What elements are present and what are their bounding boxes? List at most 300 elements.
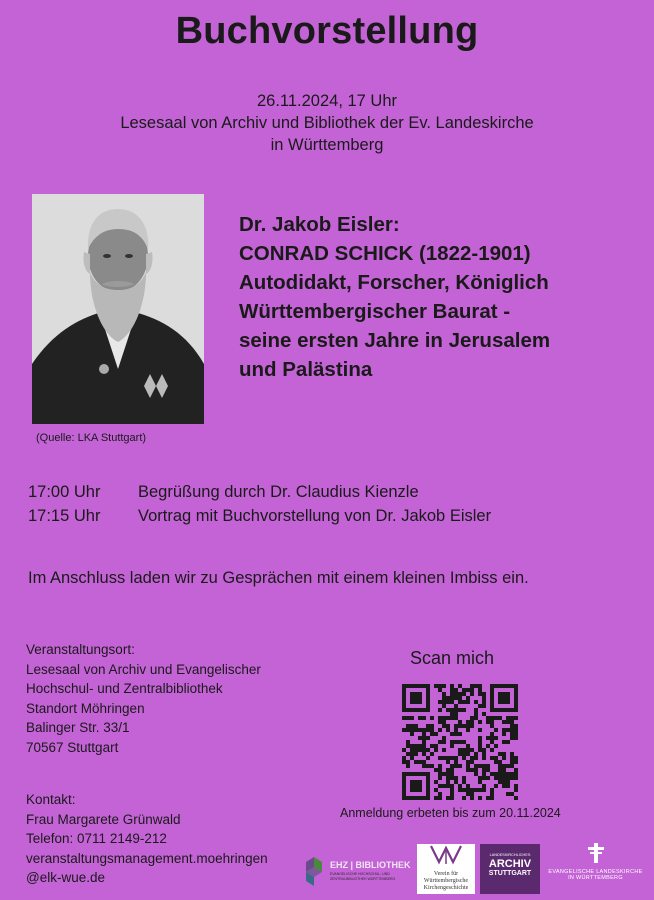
- verein-kirchengeschichte-logo: [417, 844, 475, 894]
- qr-module: [418, 780, 422, 784]
- qr-module: [454, 764, 458, 768]
- qr-module: [446, 716, 450, 720]
- qr-module: [486, 796, 490, 800]
- qr-module: [502, 684, 506, 688]
- qr-module: [514, 704, 518, 708]
- qr-module: [474, 708, 478, 712]
- qr-module: [462, 724, 466, 728]
- qr-module: [514, 756, 518, 760]
- qr-module: [462, 788, 466, 792]
- qr-module: [406, 760, 410, 764]
- qr-module: [450, 716, 454, 720]
- qr-module: [490, 716, 494, 720]
- qr-module: [426, 764, 430, 768]
- qr-module: [514, 776, 518, 780]
- qr-module: [510, 728, 514, 732]
- qr-module: [506, 708, 510, 712]
- qr-module: [482, 768, 486, 772]
- landeskirche-line: EVANGELISCHE LANDESKIRCHE: [548, 869, 643, 875]
- qr-module: [450, 692, 454, 696]
- qr-module: [454, 760, 458, 764]
- qr-module: [458, 684, 462, 688]
- qr-module: [514, 728, 518, 732]
- qr-module: [466, 768, 470, 772]
- talk-line: Württembergischer Baurat -: [239, 300, 511, 323]
- qr-module: [454, 740, 458, 744]
- verein-line: Württembergische: [423, 878, 469, 884]
- qr-module: [458, 752, 462, 756]
- qr-module: [502, 720, 506, 724]
- qr-module: [514, 772, 518, 776]
- qr-module: [422, 752, 426, 756]
- qr-module: [510, 760, 514, 764]
- contact-phone[interactable]: Telefon: 0711 2149-212: [26, 831, 167, 846]
- qr-module: [422, 772, 426, 776]
- qr-module: [450, 776, 454, 780]
- qr-module: [474, 768, 478, 772]
- qr-module: [402, 696, 406, 700]
- qr-module: [462, 740, 466, 744]
- qr-module: [466, 760, 470, 764]
- qr-module: [410, 724, 414, 728]
- contact-email[interactable]: veranstaltungsmanagement.moehringen: [26, 850, 268, 866]
- qr-module: [450, 732, 454, 736]
- qr-module: [422, 684, 426, 688]
- qr-module: [402, 788, 406, 792]
- archiv-stuttgart-logo: [480, 844, 540, 894]
- qr-module: [438, 764, 442, 768]
- qr-module: [414, 728, 418, 732]
- qr-module: [410, 788, 414, 792]
- qr-module: [474, 712, 478, 716]
- qr-module: [430, 728, 434, 732]
- qr-module: [450, 792, 454, 796]
- qr-module: [406, 796, 410, 800]
- qr-module: [426, 704, 430, 708]
- qr-module: [506, 740, 510, 744]
- qr-code[interactable]: [402, 684, 518, 800]
- qr-module: [498, 752, 502, 756]
- qr-module: [474, 764, 478, 768]
- qr-module: [494, 784, 498, 788]
- qr-module: [442, 720, 446, 724]
- qr-module: [458, 740, 462, 744]
- qr-module: [426, 792, 430, 796]
- qr-module: [422, 796, 426, 800]
- qr-module: [490, 788, 494, 792]
- qr-module: [514, 692, 518, 696]
- qr-module: [446, 700, 450, 704]
- qr-module: [454, 732, 458, 736]
- qr-module: [514, 700, 518, 704]
- qr-module: [470, 760, 474, 764]
- talk-line: und Palästina: [239, 358, 373, 381]
- qr-module: [514, 724, 518, 728]
- qr-module: [494, 756, 498, 760]
- qr-module: [510, 792, 514, 796]
- qr-module: [450, 772, 454, 776]
- portrait-photo: [32, 194, 204, 424]
- qr-module: [446, 776, 450, 780]
- ehz-mark: EHZ: [330, 860, 348, 870]
- contact-line: Frau Margarete Grünwald: [26, 811, 181, 827]
- qr-module: [490, 748, 494, 752]
- qr-module: [442, 740, 446, 744]
- qr-module: [506, 700, 510, 704]
- qr-module: [430, 744, 434, 748]
- qr-module: [514, 788, 518, 792]
- qr-module: [510, 720, 514, 724]
- qr-module: [510, 684, 514, 688]
- qr-module: [478, 796, 482, 800]
- qr-module: [506, 720, 510, 724]
- qr-module: [434, 780, 438, 784]
- qr-module: [454, 692, 458, 696]
- qr-module: [502, 764, 506, 768]
- contact-block: [26, 790, 268, 888]
- qr-module: [486, 716, 490, 720]
- qr-module: [498, 760, 502, 764]
- qr-module: [490, 692, 494, 696]
- event-info: [0, 90, 654, 156]
- qr-module: [418, 748, 422, 752]
- qr-module: [486, 744, 490, 748]
- qr-module: [442, 724, 446, 728]
- program-schedule: [28, 480, 491, 528]
- qr-module: [414, 744, 418, 748]
- qr-module: [486, 768, 490, 772]
- qr-module: [514, 684, 518, 688]
- qr-module: [482, 700, 486, 704]
- qr-module: [482, 696, 486, 700]
- ehz-name: BIBLIOTHEK: [355, 860, 411, 870]
- ehz-sub: EVANGELISCHE HOCHSCHUL- UND: [330, 872, 390, 876]
- qr-module: [466, 728, 470, 732]
- qr-module: [446, 708, 450, 712]
- qr-module: [442, 736, 446, 740]
- qr-module: [458, 692, 462, 696]
- qr-module: [402, 772, 406, 776]
- qr-module: [462, 748, 466, 752]
- qr-module: [406, 708, 410, 712]
- qr-module: [406, 716, 410, 720]
- qr-module: [466, 724, 470, 728]
- qr-module: [402, 784, 406, 788]
- qr-module: [402, 700, 406, 704]
- qr-module: [414, 692, 418, 696]
- qr-module: [502, 768, 506, 772]
- qr-module: [502, 696, 506, 700]
- qr-module: [494, 760, 498, 764]
- qr-module: [482, 756, 486, 760]
- qr-module: [402, 692, 406, 696]
- qr-module: [414, 796, 418, 800]
- qr-module: [430, 732, 434, 736]
- qr-module: [458, 764, 462, 768]
- qr-module: [402, 716, 406, 720]
- qr-module: [406, 728, 410, 732]
- qr-module: [426, 788, 430, 792]
- qr-module: [418, 744, 422, 748]
- qr-module: [510, 756, 514, 760]
- qr-module: [414, 772, 418, 776]
- qr-module: [502, 776, 506, 780]
- qr-module: [426, 728, 430, 732]
- qr-module: [502, 728, 506, 732]
- qr-module: [450, 696, 454, 700]
- qr-module: [458, 748, 462, 752]
- qr-module: [502, 784, 506, 788]
- qr-module: [418, 692, 422, 696]
- qr-module: [434, 796, 438, 800]
- qr-module: [450, 756, 454, 760]
- qr-module: [442, 772, 446, 776]
- qr-module: [450, 712, 454, 716]
- qr-module: [418, 700, 422, 704]
- qr-module: [438, 792, 442, 796]
- qr-module: [434, 732, 438, 736]
- qr-module: [410, 748, 414, 752]
- qr-module: [510, 752, 514, 756]
- qr-module: [478, 764, 482, 768]
- qr-module: [474, 752, 478, 756]
- qr-module: [406, 752, 410, 756]
- qr-module: [470, 788, 474, 792]
- qr-module: [426, 692, 430, 696]
- qr-module: [418, 784, 422, 788]
- verein-logo-mark: [417, 844, 475, 866]
- qr-module: [462, 692, 466, 696]
- qr-module: [438, 776, 442, 780]
- qr-module: [402, 776, 406, 780]
- qr-module: [494, 708, 498, 712]
- qr-module: [462, 756, 466, 760]
- qr-module: [414, 752, 418, 756]
- qr-module: [474, 684, 478, 688]
- qr-module: [402, 684, 406, 688]
- qr-module: [494, 772, 498, 776]
- qr-module: [514, 784, 518, 788]
- page-title: Buchvorstellung: [175, 10, 479, 52]
- qr-module: [486, 736, 490, 740]
- qr-module: [430, 752, 434, 756]
- qr-module: [494, 776, 498, 780]
- qr-module: [454, 724, 458, 728]
- qr-module: [426, 772, 430, 776]
- qr-module: [474, 772, 478, 776]
- ehz-logo-mark: [302, 852, 410, 890]
- qr-module: [442, 696, 446, 700]
- program-item: Vortrag mit Buchvorstellung von Dr. Jakob Eisler: [138, 507, 492, 525]
- qr-module: [454, 716, 458, 720]
- qr-module: [402, 704, 406, 708]
- qr-module: [402, 708, 406, 712]
- qr-module: [510, 716, 514, 720]
- qr-module: [490, 756, 494, 760]
- qr-module: [410, 772, 414, 776]
- qr-module: [414, 748, 418, 752]
- qr-module: [422, 716, 426, 720]
- qr-module: [410, 692, 414, 696]
- qr-module: [446, 728, 450, 732]
- qr-module: [426, 724, 430, 728]
- qr-module: [446, 784, 450, 788]
- qr-module: [494, 716, 498, 720]
- qr-module: [466, 744, 470, 748]
- qr-module: [478, 704, 482, 708]
- qr-module: [426, 776, 430, 780]
- qr-module: [454, 776, 458, 780]
- scan-label: Scan mich: [410, 648, 495, 668]
- qr-module: [438, 768, 442, 772]
- qr-module: [442, 748, 446, 752]
- qr-module: [478, 684, 482, 688]
- qr-module: [430, 724, 434, 728]
- qr-module: [426, 748, 430, 752]
- qr-module: [462, 688, 466, 692]
- qr-module: [406, 724, 410, 728]
- qr-module: [410, 728, 414, 732]
- qr-module: [442, 784, 446, 788]
- qr-module: [458, 700, 462, 704]
- qr-module: [506, 792, 510, 796]
- qr-module: [438, 756, 442, 760]
- qr-module: [418, 708, 422, 712]
- venue-line: 70567 Stuttgart: [26, 739, 119, 755]
- qr-module: [422, 760, 426, 764]
- qr-module: [486, 776, 490, 780]
- qr-module: [502, 700, 506, 704]
- qr-module: [454, 712, 458, 716]
- archiv-line: LANDESKIRCHLICHES: [489, 853, 531, 857]
- qr-module: [470, 716, 474, 720]
- qr-module: [514, 708, 518, 712]
- qr-module: [470, 724, 474, 728]
- venue-block: [26, 640, 261, 757]
- qr-module: [478, 740, 482, 744]
- ehz-bibliothek-logo: EHZ | BIBLIOTHEK EVANGELISCHE HOCHSCHUL- UND ZENTRALBIBLIOTHEK WÜRTTEMBERG: [302, 852, 410, 890]
- contact-line: Kontakt:: [26, 792, 76, 807]
- qr-module: [482, 704, 486, 708]
- qr-module: [410, 796, 414, 800]
- qr-module: [490, 708, 494, 712]
- qr-module: [478, 780, 482, 784]
- talk-line: Autodidakt, Forscher, Königlich: [239, 271, 549, 294]
- qr-module: [414, 708, 418, 712]
- qr-module: [414, 684, 418, 688]
- qr-module: [470, 768, 474, 772]
- talk-title: [239, 210, 639, 384]
- qr-module: [418, 728, 422, 732]
- qr-module: [510, 736, 514, 740]
- qr-module: [410, 732, 414, 736]
- qr-module: [498, 716, 502, 720]
- qr-module: [422, 744, 426, 748]
- qr-module: [494, 744, 498, 748]
- qr-module: [450, 744, 454, 748]
- qr-module: [446, 756, 450, 760]
- verein-line: Kirchengeschichte: [423, 885, 469, 891]
- qr-module: [466, 792, 470, 796]
- qr-module: [514, 768, 518, 772]
- qr-module: [418, 788, 422, 792]
- qr-module: [446, 768, 450, 772]
- qr-module: [442, 716, 446, 720]
- landeskirche-logo: [543, 842, 648, 896]
- qr-module: [434, 684, 438, 688]
- qr-module: [458, 724, 462, 728]
- qr-module: [418, 796, 422, 800]
- qr-module: [426, 708, 430, 712]
- qr-module: [422, 740, 426, 744]
- qr-module: [438, 784, 442, 788]
- qr-module: [450, 796, 454, 800]
- qr-module: [402, 792, 406, 796]
- qr-module: [442, 692, 446, 696]
- qr-module: [482, 712, 486, 716]
- qr-module: [402, 688, 406, 692]
- qr-module: [478, 688, 482, 692]
- qr-module: [506, 776, 510, 780]
- qr-module: [410, 708, 414, 712]
- qr-module: [482, 748, 486, 752]
- qr-module: [506, 716, 510, 720]
- qr-module: [446, 780, 450, 784]
- qr-module: [434, 744, 438, 748]
- qr-module: [414, 724, 418, 728]
- qr-module: [470, 688, 474, 692]
- qr-module: [426, 688, 430, 692]
- qr-module: [402, 748, 406, 752]
- qr-module: [514, 716, 518, 720]
- qr-module: [410, 684, 414, 688]
- qr-module: [490, 704, 494, 708]
- qr-module: [462, 780, 466, 784]
- qr-module: [458, 788, 462, 792]
- talk-line: CONRAD SCHICK (1822-1901): [239, 242, 531, 265]
- qr-module: [406, 764, 410, 768]
- qr-module: [494, 736, 498, 740]
- qr-module: [478, 748, 482, 752]
- qr-module: [490, 700, 494, 704]
- qr-module: [414, 760, 418, 764]
- qr-module: [478, 728, 482, 732]
- qr-module: [414, 696, 418, 700]
- qr-module: [446, 796, 450, 800]
- qr-module: [506, 784, 510, 788]
- qr-module: [506, 696, 510, 700]
- qr-module: [490, 684, 494, 688]
- qr-module: [506, 764, 510, 768]
- qr-module: [498, 768, 502, 772]
- qr-module: [422, 736, 426, 740]
- qr-module: [490, 736, 494, 740]
- qr-module: [410, 696, 414, 700]
- qr-module: [498, 708, 502, 712]
- contact-email[interactable]: @elk-wue.de: [26, 870, 105, 885]
- qr-module: [422, 732, 426, 736]
- landeskirche-line: IN WÜRTTEMBERG: [568, 875, 623, 881]
- qr-module: [466, 764, 470, 768]
- qr-module: [422, 728, 426, 732]
- qr-module: [466, 720, 470, 724]
- qr-module: [514, 796, 518, 800]
- qr-module: [426, 796, 430, 800]
- qr-module: [430, 764, 434, 768]
- qr-module: [454, 688, 458, 692]
- qr-module: [482, 752, 486, 756]
- venue-line: Veranstaltungsort:: [26, 642, 135, 657]
